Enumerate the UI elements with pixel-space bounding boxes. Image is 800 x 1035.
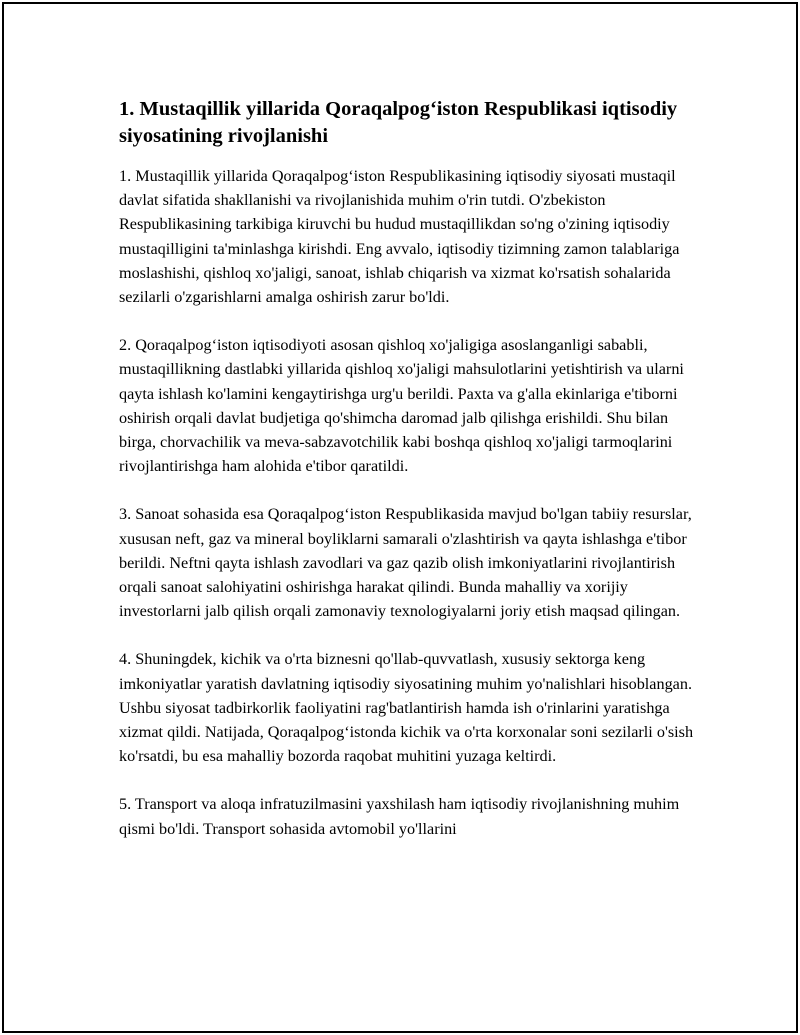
paragraph-1: 1. Mustaqillik yillarida Qoraqalpog‘iston Respublikasining iqtisodiy siyosati mustaqil davlat sifatida shakllanishi va rivojlanishida muhim o'rin tutdi. O'zbekiston Respublikasining tarkibiga kiruvchi bu hudud mustaqillikdan so'ng o'zining iqtisodiy mustaqilligini ta'minlashga kirishdi. Eng avvalo, iqtisodiy tizimning zamon talablariga moslashishi, qishloq xo'jaligi, sanoat, ishlab chiqarish va xizmat ko'rsatish sohalarida sezilarli o'zgarishlarni amalga oshirish zarur bo'ldi. <box>119 167 680 307</box>
document-page <box>2 2 798 1033</box>
paragraph-5: 5. Transport va aloqa infratuzilmasini yaxshilash ham iqtisodiy rivojlanishning muhim qismi bo'ldi. Transport sohasida avtomobil yo'llarini <box>119 795 680 838</box>
paragraph-2: 2. Qoraqalpog‘iston iqtisodiyoti asosan qishloq xo'jaligiga asoslanganligi sababli, mustaqillikning dastlabki yillarida qishloq xo'jaligi mahsulotlarini yetishtirish va ularni qayta ishlash ko'lamini kengaytirishga urg'u berildi. Paxta va g'alla ekinlariga e'tiborni oshirish orqali davlat budjetiga qo'shimcha daromad jalb qilishga erishildi. Shu bilan birga, chorvachilik va meva-sabzavotchilik kabi boshqa qishloq xo'jaligi tarmoqlarini rivojlantirishga ham alohida e'tibor qaratildi. <box>119 336 684 476</box>
paragraph-4: 4. Shuningdek, kichik va o'rta biznesni qo'llab-quvvatlash, xususiy sektorga keng imkoniyatlar yaratish davlatning iqtisodiy siyosatining muhim yo'nalishlari hisoblangan. Ushbu siyosat tadbirkorlik faoliyatini rag'batlantirish hamda ish o'rinlarini yaratishga xizmat qildi. Natijada, Qoraqalpog‘istonda kichik va o'rta korxonalar soni sezilarli o'sish ko'rsatdi, bu esa mahalliy bozorda raqobat muhitini yuzaga keltirdi. <box>119 650 694 766</box>
document-title: 1. Mustaqillik yillarida Qoraqalpog‘iston Respublikasi iqtisodiy siyosatining rivojlanishi <box>119 98 678 147</box>
paragraph-3: 3. Sanoat sohasida esa Qoraqalpog‘iston Respublikasida mavjud bo'lgan tabiiy resurslar, xususan neft, gaz va mineral boyliklarni samarali o'zlashtirish va qayta ishlashga e'tibor berildi. Neftni qayta ishlash zavodlari va gaz qazib olish imkoniyatlarini rivojlantirish orqali sanoat salohiyatini oshirishga harakat qilindi. Bunda mahalliy va xorijiy investorlarni jalb qilish orqali zamonaviy texnologiyalarni joriy etish maqsad qilingan. <box>119 505 692 621</box>
document-content <box>119 96 694 865</box>
